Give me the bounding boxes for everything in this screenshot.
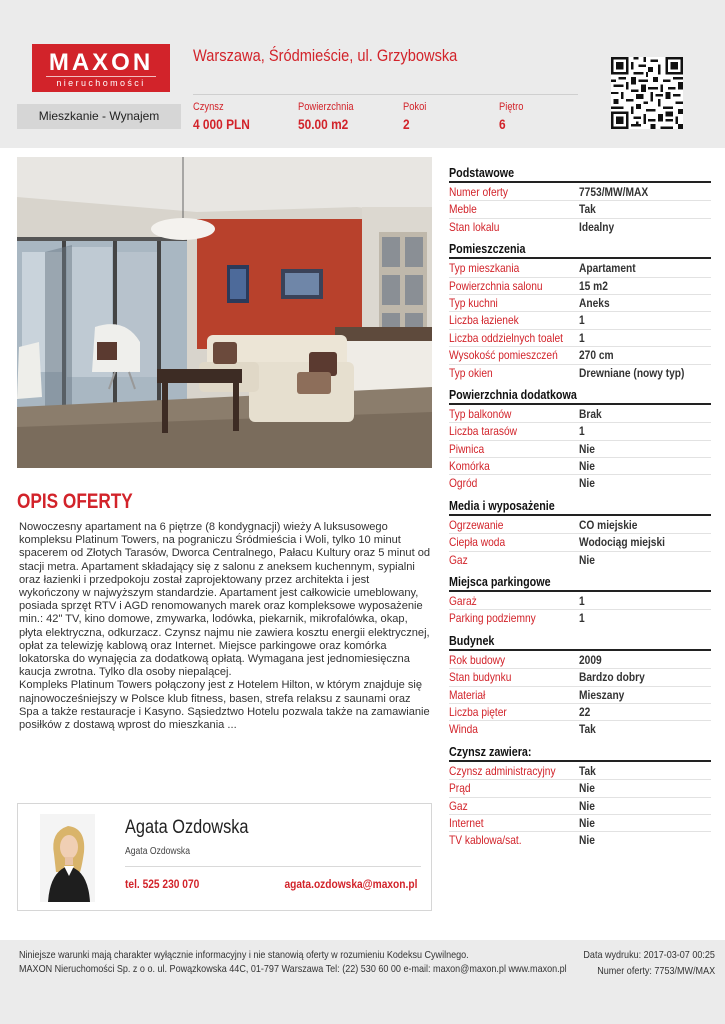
- detail-key: Prąd: [449, 781, 471, 796]
- detail-key: Internet: [449, 815, 484, 830]
- stat-label: Pokoi: [403, 101, 427, 113]
- section-title: Budynek: [449, 633, 495, 648]
- detail-key: Garaż: [449, 594, 477, 609]
- detail-value: Aneks: [579, 295, 610, 310]
- agent-divider: [125, 866, 421, 867]
- detail-row: [449, 260, 711, 277]
- detail-value: Nie: [579, 833, 595, 848]
- agent-name: Agata Ozdowska: [125, 817, 249, 838]
- property-type-badge: Mieszkanie - Wynajem: [17, 104, 181, 129]
- section-title: Czynsz zawiera:: [449, 744, 532, 759]
- detail-row: [449, 330, 711, 347]
- section-pomieszczenia: [449, 242, 711, 382]
- detail-row: [449, 295, 711, 312]
- detail-value: Mieszany: [579, 687, 625, 702]
- section-title: Miejsca parkingowe: [449, 575, 551, 590]
- detail-row: [449, 278, 711, 295]
- detail-key: TV kablowa/sat.: [449, 833, 522, 848]
- detail-row: [449, 423, 711, 440]
- detail-key: Liczba oddzielnych toalet: [449, 330, 563, 345]
- detail-key: Ogród: [449, 476, 478, 491]
- detail-value: 15 m2: [579, 278, 608, 293]
- apartment-photo[interactable]: [17, 157, 432, 468]
- detail-value: Nie: [579, 476, 595, 491]
- detail-key: Powierzchnia salonu: [449, 278, 543, 293]
- detail-value: Tak: [579, 763, 596, 778]
- footer: [0, 940, 725, 1024]
- detail-row: [449, 312, 711, 329]
- detail-value: Tak: [579, 202, 596, 217]
- footer-disclaimer: Niniejsze warunki mają charakter wyłącznie informacyjny i nie stanowią oferty w rozumieniu Kodeksu Cywilnego.: [19, 949, 469, 961]
- footer-print-date: Data wydruku: 2017-03-07 00:25: [583, 949, 715, 961]
- section-parking: [449, 575, 711, 628]
- detail-row: [449, 704, 711, 721]
- maxon-logo[interactable]: [32, 44, 170, 92]
- stat-value: 50.00 m2: [298, 116, 349, 132]
- stat-area: [298, 101, 363, 132]
- logo-brand: MAXON: [48, 49, 154, 76]
- detail-key: Gaz: [449, 798, 468, 813]
- section-title: Powierzchnia dodatkowa: [449, 387, 577, 402]
- detail-key: Liczba łazienek: [449, 313, 519, 328]
- section-czynsz-zawiera: [449, 745, 711, 850]
- detail-value: 22: [579, 704, 591, 719]
- footer-company-info: MAXON Nieruchomości Sp. z o o. ul. Powązkowska 44C, 01-797 Warszawa Tel: (22) 530 60 00 e-mail: maxon@maxon.pl www.maxon.pl: [19, 963, 567, 975]
- description-paragraph: Kompleks Platinum Towers połączony jest z Hotelem Hilton, w którym znajduje się najnowocześniejszy w Polsce klub fitness, basen, strefa relaksu z saunami oraz Spa a także restauracje i Kasyno. Sąsiedztwo Hotelu pozwala także na zamawianie posiłków z dostawą wprost do mieszkania ...: [19, 679, 430, 732]
- detail-row: [449, 517, 711, 534]
- stat-rent: [193, 101, 260, 132]
- detail-row: [449, 610, 711, 627]
- detail-row: [449, 552, 711, 569]
- stat-label: Piętro: [499, 101, 524, 113]
- detail-value: Bardzo dobry: [579, 670, 645, 685]
- stat-floor: [499, 101, 528, 132]
- detail-row: [449, 815, 711, 832]
- detail-key: Rok budowy: [449, 652, 506, 667]
- section-title: Pomieszczenia: [449, 242, 526, 257]
- detail-key: Winda: [449, 722, 478, 737]
- detail-row: [449, 721, 711, 738]
- detail-key: Gaz: [449, 552, 468, 567]
- stat-value: 4 000 PLN: [193, 116, 250, 132]
- detail-key: Komórka: [449, 459, 490, 474]
- detail-key: Typ mieszkania: [449, 261, 520, 276]
- detail-row: [449, 219, 711, 236]
- detail-key: Ogrzewanie: [449, 517, 504, 532]
- detail-key: Parking podziemny: [449, 611, 536, 626]
- agent-photo: [40, 814, 95, 902]
- stat-value: 2: [403, 116, 410, 132]
- detail-value: CO miejskie: [579, 517, 638, 532]
- detail-value: Brak: [579, 406, 602, 421]
- detail-key: Wysokość pomieszczeń: [449, 348, 558, 363]
- detail-key: Ciepła woda: [449, 535, 506, 550]
- detail-value: Nie: [579, 798, 595, 813]
- detail-row: [449, 184, 711, 201]
- detail-row: [449, 365, 711, 382]
- detail-key: Materiał: [449, 687, 486, 702]
- detail-value: Apartament: [579, 261, 636, 276]
- qr-code-icon[interactable]: [611, 57, 683, 129]
- description-text: [19, 521, 431, 732]
- detail-value: 7753/MW/MAX: [579, 185, 649, 199]
- detail-row: [449, 763, 711, 780]
- property-details: [449, 166, 711, 856]
- detail-row: [449, 201, 711, 218]
- detail-key: Czynsz administracyjny: [449, 763, 556, 778]
- footer-offer-number: Numer oferty: 7753/MW/MAX: [597, 965, 715, 977]
- description-heading: OPIS OFERTY: [17, 490, 133, 513]
- detail-key: Liczba pięter: [449, 704, 507, 719]
- detail-value: 1: [579, 611, 585, 626]
- detail-value: Nie: [579, 459, 595, 474]
- stat-value: 6: [499, 116, 506, 132]
- section-media: [449, 499, 711, 569]
- detail-key: Typ okien: [449, 365, 493, 380]
- detail-value: 270 cm: [579, 348, 614, 363]
- detail-row: [449, 780, 711, 797]
- property-address: Warszawa, Śródmieście, ul. Grzybowska: [193, 46, 458, 65]
- detail-row: [449, 441, 711, 458]
- agent-email-link[interactable]: agata.ozdowska@maxon.pl: [284, 877, 417, 891]
- section-budynek: [449, 634, 711, 739]
- detail-key: Typ kuchni: [449, 295, 498, 310]
- detail-key: Meble: [449, 202, 477, 217]
- detail-row: [449, 406, 711, 423]
- detail-value: 1: [579, 424, 585, 439]
- detail-row: [449, 593, 711, 610]
- detail-value: Nie: [579, 815, 595, 830]
- detail-row: [449, 458, 711, 475]
- detail-row: [449, 534, 711, 551]
- detail-value: Tak: [579, 722, 596, 737]
- stat-label: Powierzchnia: [298, 101, 354, 113]
- detail-key: Stan lokalu: [449, 219, 500, 234]
- agent-card: [17, 803, 432, 911]
- detail-value: 2009: [579, 652, 602, 667]
- detail-key: Liczba tarasów: [449, 424, 518, 439]
- stat-rooms: [403, 101, 431, 132]
- stat-label: Czynsz: [193, 101, 224, 113]
- section-title: Media i wyposażenie: [449, 498, 555, 513]
- section-title: Podstawowe: [449, 166, 515, 180]
- detail-key: Stan budynku: [449, 670, 512, 685]
- detail-value: Idealny: [579, 219, 615, 234]
- detail-row: [449, 347, 711, 364]
- detail-value: 1: [579, 594, 585, 609]
- section-podstawowe: [449, 166, 711, 236]
- agent-phone-link[interactable]: tel. 525 230 070: [125, 877, 200, 891]
- detail-value: Nie: [579, 441, 595, 456]
- detail-value: Nie: [579, 781, 595, 796]
- detail-row: [449, 832, 711, 849]
- detail-value: Wodociąg miejski: [579, 535, 665, 550]
- detail-value: 1: [579, 313, 585, 328]
- detail-value: 1: [579, 330, 585, 345]
- detail-row: [449, 669, 711, 686]
- detail-row: [449, 798, 711, 815]
- description-paragraph: Nowoczesny apartament na 6 piętrze (8 kondygnacji) wieży A luksusowego kompleksu Platinum Towers, na pograniczu Śródmieścia i Woli, tylko 10 minut spacerem od Złotych Tarasów, Dworca Centralnego, Pałacu Kultury oraz 5 minut od stacji metra. Apartament składający się z salonu z aneksem kuchennym, sypialni oraz łazienki i przedpokoju został zaprojektowany przez architekta i jest wykończony w najwyższym standardzie. Apartament jest całkowicie umeblowany, posiada sprzęt RTV i AGD renomowanych marek oraz kompleksowe wyposażenie min.: 42" TV, kino domowe, zmywarka, lodówka, piekarnik, mikrofalówka, okap, płyta elektryczna, odkurzacz. Czynsz najmu nie zawiera kosztu energii elektrycznej, opłat za telewizję kablową oraz Internet. Miejsce parkingowe oraz komórka lokatorska do wynajęcia za dodatkową opłatą. Wymagana jest jednomiesięczna kaucja zwrotna. Tylko dla osoby niepalącej.: [19, 521, 431, 679]
- detail-key: Numer oferty: [449, 185, 508, 199]
- detail-value: Drewniane (nowy typ): [579, 365, 685, 380]
- detail-key: Typ balkonów: [449, 406, 512, 421]
- agent-name-small: Agata Ozdowska: [125, 846, 191, 857]
- detail-key: Piwnica: [449, 441, 485, 456]
- logo-subtitle: nieruchomości: [46, 76, 156, 88]
- detail-row: [449, 652, 711, 669]
- header-divider: [193, 94, 578, 95]
- detail-row: [449, 687, 711, 704]
- detail-value: Nie: [579, 552, 595, 567]
- detail-row: [449, 475, 711, 492]
- section-powierzchnia-dodatkowa: [449, 388, 711, 493]
